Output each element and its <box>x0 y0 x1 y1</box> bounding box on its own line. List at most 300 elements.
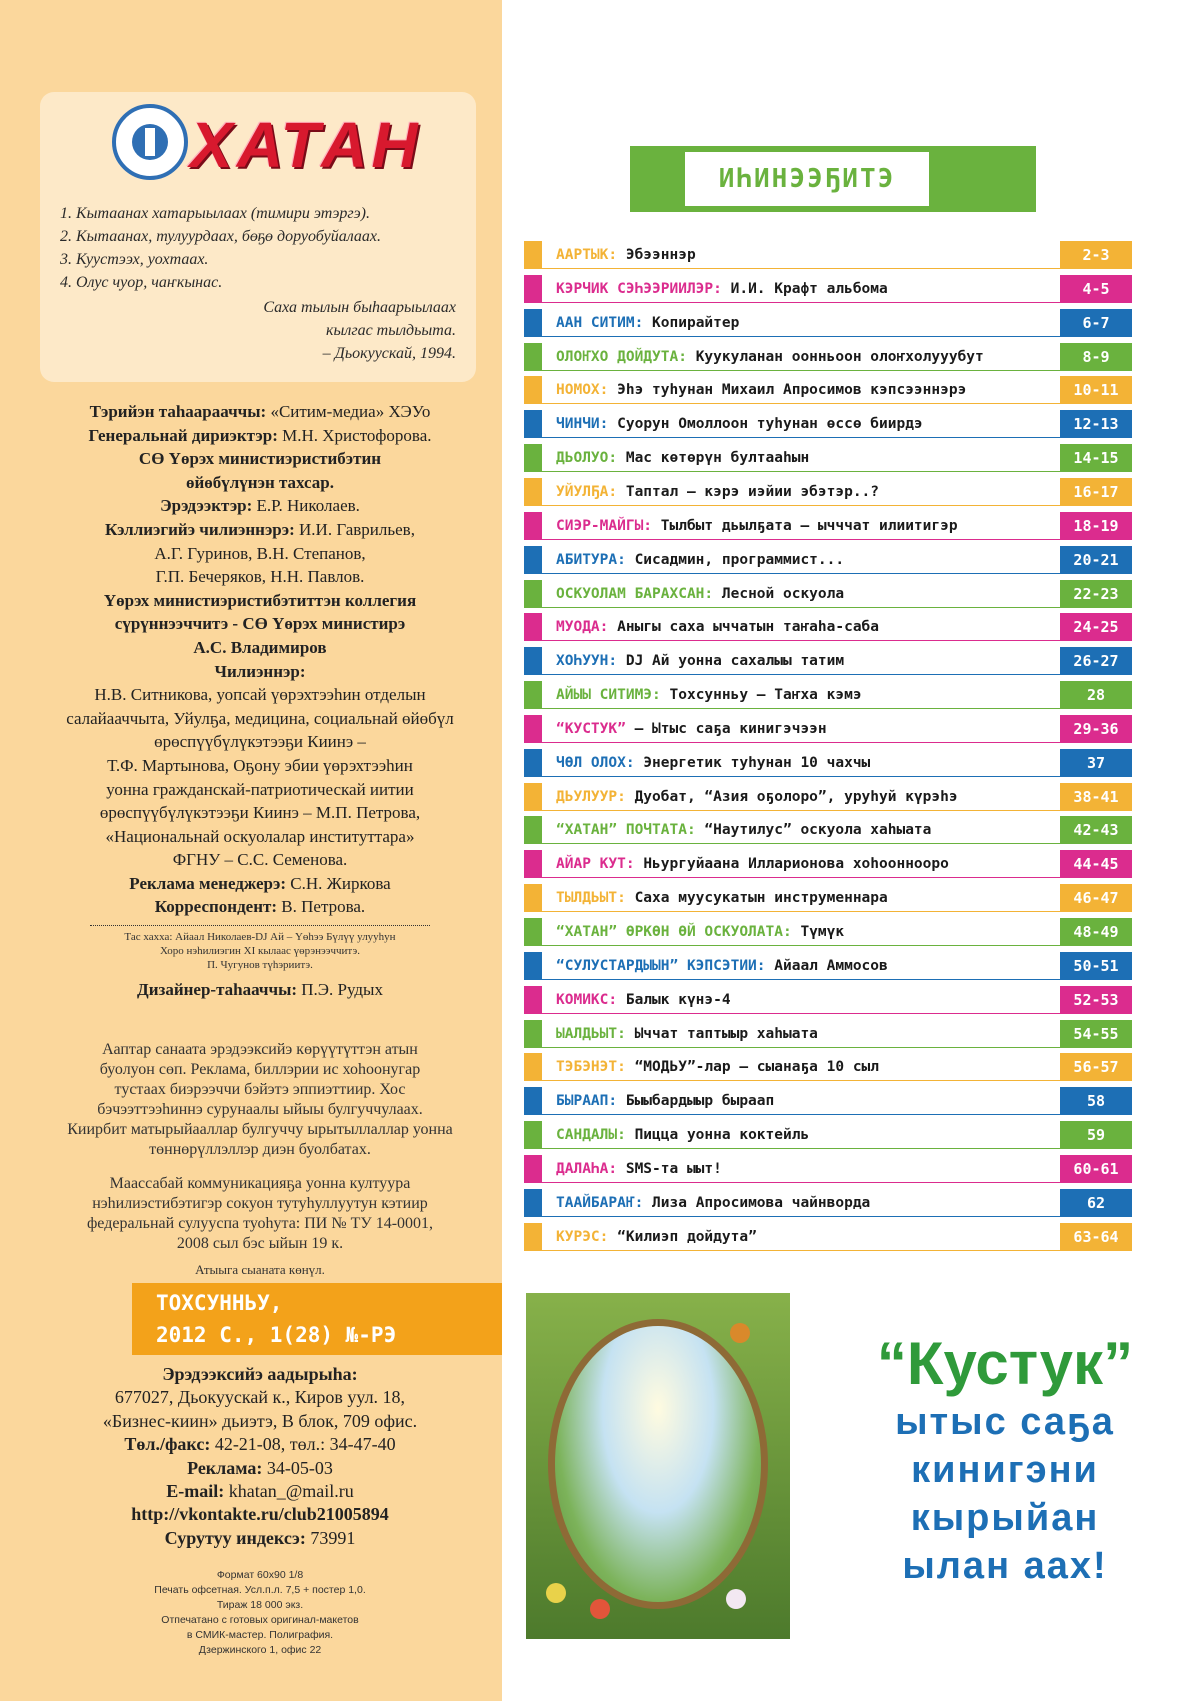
toc-section: АЙЫЫ СИТИМЭ: <box>556 687 661 704</box>
toc-section: ААН СИТИМ: <box>556 314 644 331</box>
publisher-label: Тэрийэн таһаарааччы: <box>89 402 267 421</box>
motto-definition-list <box>60 202 464 294</box>
toc-article-title: Лиза Апросимова чайнворда <box>652 1194 871 1211</box>
toc-entry <box>556 376 1076 404</box>
toc-row[interactable] <box>524 647 1132 675</box>
motto-line: 4. Олус чуор, чаҥкынас. <box>60 274 223 291</box>
board-line <box>20 518 500 542</box>
board-value: И.И. Гаврильев, <box>299 519 415 539</box>
toc-row[interactable] <box>524 1020 1132 1048</box>
disclaimer-line: тустаах биэрээччи бэйэтэ эппиэттиир. Хос <box>114 1081 406 1098</box>
toc-color-stripe <box>524 715 542 743</box>
toc-page-number: 18-19 <box>1060 512 1132 540</box>
toc-underline <box>542 776 1084 777</box>
toc-page-number: 59 <box>1060 1121 1132 1149</box>
toc-article-title: Дуобат, “Азия оҕолоро”, уруһуй күрэһэ <box>634 788 958 805</box>
toc-color-stripe <box>524 410 542 438</box>
toc-section: “ХАТАН” ПОЧТАТА: <box>556 822 696 839</box>
motto-box <box>40 92 476 382</box>
toc-article-title: Айаал Аммосов <box>774 957 888 974</box>
toc-color-stripe <box>524 512 542 540</box>
member-line: өрөспүүбүлүкэтээҕи Киинэ – М.П. Петрова, <box>99 803 421 823</box>
disclaimer-line: бэчээттээһиннэ сурунаалы ыйыы булгуччулаах. <box>97 1101 423 1118</box>
toc-color-stripe <box>524 309 542 337</box>
toc-row[interactable] <box>524 952 1132 980</box>
toc-underline <box>542 1114 1084 1115</box>
toc-underline <box>542 640 1084 641</box>
toc-article-title: Тохсунньу — Таҥха кэмэ <box>669 687 862 704</box>
toc-entry <box>556 546 1076 574</box>
toc-underline <box>542 1013 1084 1014</box>
toc-article-title: Балык күнэ-4 <box>625 991 731 1008</box>
toc-entry <box>556 749 1076 777</box>
founder-line <box>20 471 500 495</box>
disclaimer-line: буолуон сөп. Реклама, биллэрии ис хоһоонугар <box>99 1061 421 1078</box>
toc-color-stripe <box>524 1189 542 1217</box>
toc-page-number: 22-23 <box>1060 580 1132 608</box>
kustuk-promo <box>840 1330 1170 1590</box>
editor-line <box>20 494 500 518</box>
magazine-logo: ХАТАН <box>190 109 422 181</box>
print-info-line: в СМИК-мастер. Полиграфия. <box>186 1629 334 1641</box>
toc-page-number: 8-9 <box>1060 343 1132 371</box>
toc-color-stripe <box>524 681 542 709</box>
toc-underline <box>542 945 1084 946</box>
toc-page-number: 20-21 <box>1060 546 1132 574</box>
editor-label: Эрэдээктэр: <box>160 496 253 516</box>
toc-entry <box>556 1053 1076 1081</box>
toc-article-title: DJ Ай уонна сахалыы татим <box>625 653 845 670</box>
toc-article-title: Эһэ туһунан Михаил Апросимов кэпсээннэрэ <box>617 382 967 399</box>
toc-article-title: — Ытыс саҕа кинигэчээн <box>634 720 827 737</box>
flower-icon <box>590 1599 610 1619</box>
toc-section: ААРТЫК: <box>556 247 618 263</box>
toc-row[interactable] <box>524 444 1132 472</box>
url-line <box>20 1503 500 1526</box>
disclaimer <box>20 1040 500 1280</box>
toc-section: ОСКУОЛАМ БАРАХСАН: <box>556 585 714 602</box>
index-label: Сурутуу индексэ: <box>164 1527 306 1548</box>
toc-section: КЭРЧИК СЭҺЭЭРИИЛЭР: <box>556 280 722 297</box>
promo-title: “Кустук” <box>876 1330 1134 1397</box>
toc-entry <box>556 850 1076 878</box>
toc-underline <box>542 1250 1084 1251</box>
toc-row[interactable] <box>524 580 1132 608</box>
toc-underline <box>542 370 1084 371</box>
toc-article-title: Энергетик туһунан 10 чахчы <box>643 754 871 771</box>
print-info-line: Формат 60x90 1/8 <box>216 1569 304 1581</box>
toc-color-stripe <box>524 1053 542 1081</box>
toc-page-number: 46-47 <box>1060 884 1132 912</box>
toc-row[interactable] <box>524 1053 1132 1081</box>
chair-name: А.С. Владимиров <box>193 637 327 657</box>
toc-row[interactable] <box>524 376 1132 404</box>
toc-section: СИЭР-МАЙГЫ: <box>556 517 653 534</box>
toc-section: МУОДА: <box>556 619 609 636</box>
toc-article-title: Быыбардыыр быраап <box>625 1093 775 1110</box>
toc-entry <box>556 952 1076 980</box>
print-info-line: Тираж 18 000 экз. <box>216 1599 304 1611</box>
emblem-tree-icon <box>145 128 155 156</box>
toc-page-number: 37 <box>1060 749 1132 777</box>
issue-month: ТОХСУННЬУ, <box>156 1291 283 1315</box>
toc-section: “ХАТАН” ӨРКӨН ӨЙ ОСКУОЛАТА: <box>556 924 792 940</box>
toc-underline <box>542 1080 1084 1081</box>
chair-line <box>20 589 500 613</box>
toc-underline <box>542 1216 1084 1217</box>
toc-article-title: И.И. Крафт альбома <box>730 280 888 297</box>
toc-page-number: 4-5 <box>1060 275 1132 303</box>
toc-article-title: Таптал — кэрэ иэйии эбэтэр..? <box>625 483 880 500</box>
address-label-text: Эрэдээксийэ аадырыһа: <box>162 1364 358 1384</box>
toc-page-number: 60-61 <box>1060 1155 1132 1183</box>
toc-section: ХОҺУУН: <box>556 653 618 670</box>
toc-color-stripe <box>524 918 542 946</box>
toc-entry <box>556 715 1076 743</box>
disclaimer-line: Ааптар санаата эрэдээксийэ көрүүтүттэн атын <box>102 1041 418 1058</box>
toc-row[interactable] <box>524 850 1132 878</box>
toc-underline <box>542 979 1084 980</box>
motto-source-line: Саха тылын быһаарыылаах <box>263 299 456 316</box>
butterfly-icon <box>730 1323 750 1343</box>
toc-article-title: Суорун Омоллоон туһунан өссө биирдэ <box>617 416 923 433</box>
ad-manager-line <box>20 872 500 896</box>
price-note: Атыыга сыаната көнүл. <box>195 1262 325 1277</box>
toc-article-title: Эбээннэр <box>625 247 696 263</box>
toc-underline <box>542 1182 1084 1183</box>
toc-section: ЧӨЛ ОЛОХ: <box>556 754 635 771</box>
member-line: өрөспүүбүлүкэтээҕи Киинэ – <box>154 732 366 752</box>
toc-section: НОМОХ: <box>556 382 609 399</box>
toc-row[interactable] <box>524 715 1132 743</box>
toc-entry <box>556 580 1076 608</box>
toc-article-title: Мас көтөрүн бултааһын <box>625 450 810 467</box>
designer-value: П.Э. Рудых <box>301 980 383 1000</box>
toc-row[interactable] <box>524 613 1132 641</box>
address-label <box>20 1363 500 1386</box>
motto-source <box>130 296 456 365</box>
toc-entry <box>556 816 1076 844</box>
toc-row[interactable] <box>524 1223 1132 1251</box>
toc-underline <box>542 708 1084 709</box>
toc-underline <box>542 471 1084 472</box>
toc-article-title: “МОДЬУ”-лар — сыанаҕа 10 сыл <box>634 1059 880 1076</box>
toc-page-number: 56-57 <box>1060 1053 1132 1081</box>
toc-row[interactable] <box>524 241 1132 269</box>
toc-section: ОЛОҤХО ДОЙДУТА: <box>556 348 687 365</box>
email-link[interactable]: khatan_@mail.ru <box>228 1481 354 1502</box>
address-line: 677027, Дьокуускай к., Киров уул. 18, <box>114 1387 406 1408</box>
toc-row[interactable] <box>524 343 1132 371</box>
member-line: Т.Ф. Мартынова, Оҕону эбии үөрэхтээһин <box>107 755 413 775</box>
toc-row[interactable] <box>524 1189 1132 1217</box>
toc-entry <box>556 1189 1076 1217</box>
toc-color-stripe <box>524 343 542 371</box>
publisher-value: «Ситим-медиа» ХЭУо <box>270 402 431 421</box>
toc-page-number: 6-7 <box>1060 309 1132 337</box>
toc-row[interactable] <box>524 275 1132 303</box>
toc-color-stripe <box>524 1121 542 1149</box>
toc-underline <box>542 268 1084 269</box>
toc-entry <box>556 884 1076 912</box>
toc-color-stripe <box>524 884 542 912</box>
print-info-line: Отпечатано с готовых оригинал-макетов <box>161 1614 359 1626</box>
toc-color-stripe <box>524 478 542 506</box>
member-line: салайааччыта, Уйулҕа, медицина, социальнай өйөбүл <box>66 708 454 728</box>
toc-underline <box>542 607 1084 608</box>
toc-article-title: Ньургуйаана Илларионова хоһооннооро <box>643 856 949 873</box>
toc-entry <box>556 241 1076 269</box>
toc-page-number: 29-36 <box>1060 715 1132 743</box>
email-line <box>20 1480 500 1503</box>
chair-line <box>20 612 500 636</box>
toc-color-stripe <box>524 749 542 777</box>
motto-line: 2. Кытаанах, тулуурдаах, бөҕө доруобуйалаах. <box>60 228 381 245</box>
toc-section: ТЭБЭНЭТ: <box>556 1059 626 1076</box>
toc-section: ДАЛАҺА: <box>556 1160 618 1177</box>
toc-entry <box>556 309 1076 337</box>
cover-credit-line: П. Чугунов түһэриитэ. <box>207 959 313 972</box>
phone-line <box>20 1433 500 1456</box>
toc-page-number: 2-3 <box>1060 241 1132 269</box>
disclaimer-line: Киирбит матырыйааллар булгуччу ырытыллаллар уонна <box>67 1121 453 1138</box>
toc-row[interactable] <box>524 816 1132 844</box>
member-line: ФГНУ – С.С. Семенова. <box>172 850 348 870</box>
toc-section: АБИТУРА: <box>556 551 626 568</box>
toc-section: ДЬУЛУУР: <box>556 788 626 805</box>
toc-row[interactable] <box>524 512 1132 540</box>
director-label: Генеральнай дириэктэр: <box>88 425 278 445</box>
cover-credit-line: Тас хахха: Айаал Николаев-DJ Ай – Үөһээ Бүлүү улууһун <box>124 931 396 944</box>
promo-line: ылан аах! <box>902 1545 1108 1587</box>
board-line: Г.П. Бечеряков, Н.Н. Павлов. <box>155 567 365 587</box>
promo-line: ытыс саҕа <box>895 1401 1115 1443</box>
registration-line: Маассабай коммуникацияҕа уонна култуура <box>109 1175 411 1192</box>
publisher-line <box>20 400 500 424</box>
toc-color-stripe <box>524 816 542 844</box>
toc-underline <box>542 742 1084 743</box>
toc-section: “КУСТУК” <box>556 720 626 737</box>
flower-icon <box>546 1583 566 1603</box>
toc-row[interactable] <box>524 309 1132 337</box>
toc-color-stripe <box>524 275 542 303</box>
toc-article-title: Түмүк <box>800 924 845 940</box>
toc-page-number: 26-27 <box>1060 647 1132 675</box>
toc-entry <box>556 783 1076 811</box>
director-value: М.Н. Христофорова. <box>282 425 432 445</box>
motto-source-line: – Дьокуускай, 1994. <box>322 345 456 362</box>
print-info <box>20 1568 500 1658</box>
cover-credit-line: Хоро нэһилиэгин XI кылаас үөрэнээччитэ. <box>160 945 360 958</box>
toc-row[interactable] <box>524 918 1132 946</box>
toc-page-number: 10-11 <box>1060 376 1132 404</box>
toc-color-stripe <box>524 444 542 472</box>
phone-label: Төл./факс: <box>124 1434 211 1455</box>
promo-line: кинигэни <box>911 1449 1099 1491</box>
toc-page-number: 63-64 <box>1060 1223 1132 1251</box>
toc-section: КУРЭС: <box>556 1228 609 1245</box>
toc-article-title: Ыччат таптыыр хаһыата <box>634 1025 818 1042</box>
address-line: «Бизнес-киин» дьиэтэ, В блок, 709 офис. <box>102 1410 418 1431</box>
founder-line <box>20 447 500 471</box>
flower-icon <box>726 1589 746 1609</box>
toc-page-number: 50-51 <box>1060 952 1132 980</box>
toc-article-title: Копирайтер <box>652 314 740 331</box>
toc-article-title: Аныгы саха ыччатын таҥаһа-саба <box>617 619 880 636</box>
toc-entry <box>556 1223 1076 1251</box>
cover-credits <box>20 930 500 972</box>
toc-underline <box>542 573 1084 574</box>
toc-underline <box>542 336 1084 337</box>
issue-number: 2012 С., 1(28) №-РЭ <box>156 1323 397 1347</box>
toc-page-number: 14-15 <box>1060 444 1132 472</box>
member-line: «Национальнай оскуолалар институттара» <box>105 826 415 846</box>
founder-text: өйөбүлүнэн тахсар. <box>185 472 335 492</box>
contacts <box>20 1363 500 1550</box>
toc-page-number: 42-43 <box>1060 816 1132 844</box>
director-line <box>20 424 500 448</box>
toc-entry <box>556 613 1076 641</box>
toc-entry <box>556 478 1076 506</box>
toc-page-number: 16-17 <box>1060 478 1132 506</box>
toc-row[interactable] <box>524 1121 1132 1149</box>
toc-article-title: Сисадмин, программист... <box>634 551 845 568</box>
toc-underline <box>542 877 1084 878</box>
toc-page-number: 44-45 <box>1060 850 1132 878</box>
toc-article-title: Куукуланан оонньоон олоҥхолууубут <box>695 348 984 365</box>
toc-page-number: 58 <box>1060 1087 1132 1115</box>
toc-section: ДЬОЛУО: <box>556 450 618 467</box>
toc-color-stripe <box>524 952 542 980</box>
toc-entry <box>556 1020 1076 1048</box>
registration-line: нэһилиэстибэтигэр сокуон тутуһуллуутун кэтиир <box>92 1195 428 1212</box>
toc-entry <box>556 1087 1076 1115</box>
toc-row[interactable] <box>524 884 1132 912</box>
designer-label: Дизайнер-таһааччы: <box>137 980 298 1000</box>
designer-line <box>20 978 500 1002</box>
toc-color-stripe <box>524 1087 542 1115</box>
ad-manager-value: С.Н. Жиркова <box>290 873 391 893</box>
toc-underline <box>542 539 1084 540</box>
issue-bar <box>132 1283 502 1355</box>
ad-line <box>20 1457 500 1480</box>
toc-color-stripe <box>524 613 542 641</box>
toc-color-stripe <box>524 241 542 269</box>
toc-underline <box>542 911 1084 912</box>
toc-page-number: 38-41 <box>1060 783 1132 811</box>
toc-entry <box>556 275 1076 303</box>
motto-line: 1. Кытаанах хатарыылаах (тимири этэргэ). <box>60 205 371 222</box>
toc-color-stripe <box>524 580 542 608</box>
toc-underline <box>542 1148 1084 1149</box>
index-value: 73991 <box>310 1527 356 1548</box>
toc-article-title: Пицца уонна коктейль <box>634 1127 810 1144</box>
toc-color-stripe <box>524 546 542 574</box>
toc-row[interactable] <box>524 986 1132 1014</box>
toc-article-title: “Килиэп дойдута” <box>617 1228 757 1245</box>
ad-label: Реклама: <box>187 1457 263 1478</box>
toc-section: КОМИКС: <box>556 991 618 1008</box>
toc-section: ТААЙБАРАҤ: <box>556 1194 644 1211</box>
member-line: уонна гражданскай-патриотическай иитии <box>106 779 414 799</box>
toc-underline <box>542 810 1084 811</box>
toc-color-stripe <box>524 783 542 811</box>
toc-page-number: 54-55 <box>1060 1020 1132 1048</box>
toc-underline <box>542 843 1084 844</box>
toc-color-stripe <box>524 1020 542 1048</box>
member-line: Н.В. Ситникова, уопсай үөрэхтээһин отделын <box>94 685 426 705</box>
toc-color-stripe <box>524 850 542 878</box>
toc-row[interactable] <box>524 410 1132 438</box>
toc-page-number: 12-13 <box>1060 410 1132 438</box>
toc-row[interactable] <box>524 681 1132 709</box>
promo-line: кырыйан <box>910 1497 1100 1539</box>
dotted-divider <box>90 925 430 926</box>
correspondent-label: Корреспондент: <box>154 897 278 917</box>
ministry-emblem-icon <box>112 104 188 180</box>
url-link[interactable]: http://vkontakte.ru/club21005894 <box>131 1504 389 1525</box>
toc-section: АЙАР КУТ: <box>556 856 635 873</box>
imprint <box>20 400 500 1002</box>
toc-page-number: 24-25 <box>1060 613 1132 641</box>
toc-article-title: “Наутилус” оскуола хаһыата <box>704 822 932 839</box>
toc-page-number: 62 <box>1060 1189 1132 1217</box>
toc-color-stripe <box>524 647 542 675</box>
toc-color-stripe <box>524 1155 542 1183</box>
toc-row[interactable] <box>524 478 1132 506</box>
motto-line: 3. Куустээх, уохтаах. <box>60 251 209 268</box>
ad-value: 34-05-03 <box>266 1457 333 1478</box>
toc-section: САНДАЛЫ: <box>556 1127 626 1144</box>
toc-row[interactable] <box>524 1087 1132 1115</box>
toc-article-title: Саха муусукатын инструменнара <box>634 890 888 907</box>
toc-underline <box>542 674 1084 675</box>
toc-row[interactable] <box>524 749 1132 777</box>
phone-value: 42-21-08, төл.: 34-47-40 <box>214 1434 396 1455</box>
toc-article-title: SMS-та ыыт! <box>625 1160 722 1177</box>
toc-article-title: Лесной оскуола <box>721 585 845 602</box>
registration-line: федеральнай сулууспа туоһута: ПИ № ТУ 14-0001, <box>86 1215 434 1232</box>
book-cover-image <box>526 1293 790 1639</box>
toc-row[interactable] <box>524 783 1132 811</box>
book-illustration-oval <box>548 1319 768 1609</box>
correspondent-value: В. Петрова. <box>281 897 366 917</box>
motto-source-line: кылгас тылдьыта. <box>326 322 456 339</box>
toc-section: ЧИНЧИ: <box>556 416 609 433</box>
board-line: А.Г. Гуринов, В.Н. Степанов, <box>154 543 366 563</box>
toc-entry <box>556 681 1076 709</box>
toc-color-stripe <box>524 376 542 404</box>
toc-row[interactable] <box>524 1155 1132 1183</box>
toc-underline <box>542 302 1084 303</box>
toc-color-stripe <box>524 986 542 1014</box>
toc-row[interactable] <box>524 546 1132 574</box>
ad-manager-label: Реклама менеджерэ: <box>129 873 286 893</box>
spacer <box>20 1160 500 1174</box>
toc-section: “СУЛУСТАРДЫЫН” КЭПСЭТИИ: <box>556 957 766 974</box>
toc-entry <box>556 986 1076 1014</box>
chair-text: сүрүннээччитэ - СӨ Үөрэх министирэ <box>114 614 406 634</box>
toc-underline <box>542 403 1084 404</box>
index-line <box>20 1527 500 1550</box>
email-label: E-mail: <box>166 1481 225 1502</box>
toc-article-title: Тылбыт дьылҕата — ычччат илиитигэр <box>660 517 958 534</box>
toc-section: УЙУЛҔА: <box>556 483 618 500</box>
toc-section: ТЫЛДЬЫТ: <box>556 890 626 907</box>
toc-underline <box>542 437 1084 438</box>
disclaimer-line: төннөрүллэллэр диэн буолбатах. <box>149 1141 371 1158</box>
board-label: Кэллиэгийэ чилиэннэрэ: <box>105 519 295 539</box>
